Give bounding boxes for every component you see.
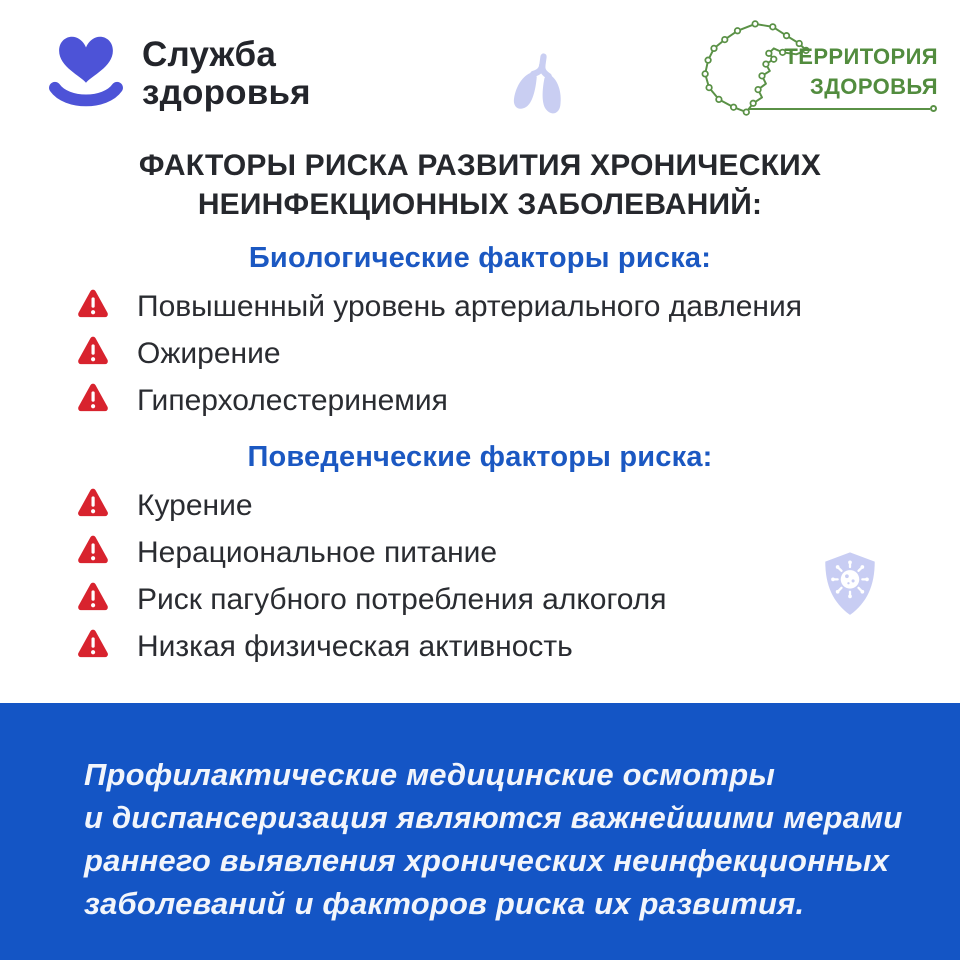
warning-triangle-icon	[76, 335, 110, 374]
page-title-line1: ФАКТОРЫ РИСКА РАЗВИТИЯ ХРОНИЧЕСКИХ	[138, 149, 822, 182]
heart-smile-icon	[44, 26, 128, 121]
warning-triangle-icon	[76, 382, 110, 421]
shield-virus-icon	[820, 550, 880, 618]
territory-logo-text	[784, 42, 938, 102]
health-service-logo	[44, 26, 311, 121]
logo-text-line1: Служба	[142, 34, 277, 74]
list-item	[0, 580, 960, 620]
section-heading-biological: Биологические факторы риска:	[248, 242, 712, 274]
territory-text-line2: ЗДОРОВЬЯ	[810, 74, 938, 99]
list-item	[0, 287, 960, 327]
list-item	[0, 381, 960, 421]
warning-triangle-icon	[76, 288, 110, 327]
footer-text-line: Профилактические медицинские осмотры	[84, 757, 776, 792]
territory-logo-underline	[748, 108, 930, 110]
list-item	[0, 486, 960, 526]
list-item	[0, 533, 960, 573]
warning-triangle-icon	[76, 487, 110, 526]
list-item-label: Повышенный уровень артериального давления	[137, 290, 802, 323]
list-item-label: Ожирение	[137, 337, 281, 370]
list-item	[0, 627, 960, 667]
section-heading-behavioral: Поведенческие факторы риска:	[247, 441, 713, 473]
warning-triangle-icon	[76, 581, 110, 620]
list-item-label: Риск пагубного потребления алкоголя	[137, 583, 667, 616]
territory-text-line1: ТЕРРИТОРИЯ	[784, 44, 938, 69]
underline-end-dot	[930, 105, 937, 112]
biological-risk-list	[0, 287, 960, 421]
footer-text-line: и диспансеризация являются важнейшими мерами	[84, 800, 903, 835]
territory-logo	[690, 18, 942, 118]
list-item-label: Гиперхолестеринемия	[137, 384, 448, 417]
footer-text-line: раннего выявления хронических неинфекционных	[84, 843, 890, 878]
poster-content	[0, 146, 960, 674]
list-item	[0, 334, 960, 374]
page-title	[0, 146, 960, 224]
warning-triangle-icon	[76, 628, 110, 667]
behavioral-risk-list	[0, 486, 960, 667]
list-item-label: Нерациональное питание	[137, 536, 498, 569]
page-title-line2: НЕИНФЕКЦИОННЫХ ЗАБОЛЕВАНИЙ:	[197, 188, 763, 221]
health-service-logo-text	[142, 36, 311, 112]
list-item-label: Низкая физическая активность	[137, 630, 573, 663]
list-item-label: Курение	[137, 489, 253, 522]
lungs-icon	[500, 48, 578, 130]
logo-text-line2: здоровья	[142, 72, 311, 112]
footer-banner	[0, 703, 960, 960]
warning-triangle-icon	[76, 534, 110, 573]
footer-text-line: заболеваний и факторов риска их развития.	[84, 886, 805, 921]
